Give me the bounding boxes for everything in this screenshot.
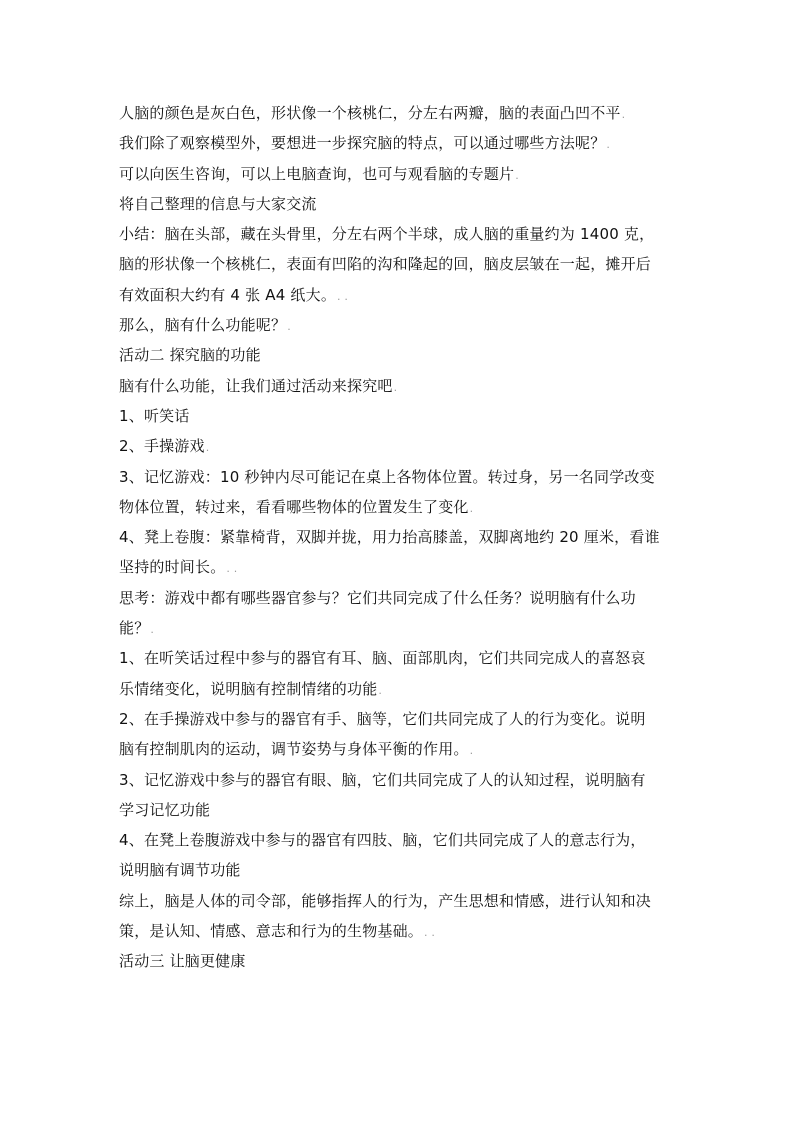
line-text: 脑有什么功能，让我们通过活动来探究吧 xyxy=(119,376,393,395)
text-line xyxy=(119,916,679,946)
paragraph-mark: . . xyxy=(337,289,349,303)
line-text: 思考：游戏中都有哪些器官参与？它们共同完成了什么任务？说明脑有什么功 xyxy=(119,588,636,607)
paragraph-mark: . xyxy=(287,320,291,334)
line-text: 小结：脑在头部，藏在头骨里，分左右两个半球，成人脑的重量约为 1400 克， xyxy=(119,225,655,244)
text-line xyxy=(119,340,679,370)
text-line xyxy=(119,219,679,249)
text-line xyxy=(119,643,679,673)
line-text: 说明脑有调节功能 xyxy=(119,861,241,880)
text-line xyxy=(119,552,679,582)
paragraph-mark: . xyxy=(469,501,474,515)
text-line xyxy=(119,159,679,189)
text-line xyxy=(119,280,679,310)
line-text: 2、在手操游戏中参与的器官有手、脑等，它们共同完成了人的行为变化。说明 xyxy=(119,709,646,728)
line-text: 2、手操游戏 xyxy=(119,437,205,456)
line-text: 坚持的时间长。 xyxy=(119,558,226,577)
text-line xyxy=(119,310,679,340)
text-line xyxy=(119,583,679,613)
line-text: 学习记忆功能 xyxy=(119,800,211,819)
text-line xyxy=(119,462,679,492)
paragraph-mark: . xyxy=(378,683,383,697)
line-text: 策，是认知、情感、意志和行为的生物基础。 xyxy=(119,922,424,941)
text-line xyxy=(119,371,679,401)
text-line xyxy=(119,522,679,552)
line-text: 活动三 让脑更健康 xyxy=(119,952,246,971)
line-text: 活动二 探究脑的功能 xyxy=(119,346,261,365)
line-text: 乐情绪变化，说明脑有控制情绪的功能 xyxy=(119,679,378,698)
text-line xyxy=(119,795,679,825)
text-line xyxy=(119,946,679,976)
paragraph-mark: . xyxy=(515,168,519,182)
paragraph-mark: . xyxy=(469,744,474,758)
line-text: 脑有控制肌肉的运动，调节姿势与身体平衡的作用。 xyxy=(119,740,469,759)
line-text: 1、听笑话 xyxy=(119,406,190,425)
line-text: 可以向医生咨询，可以上电脑查询，也可与观看脑的专题片 xyxy=(119,164,515,183)
line-text: 3、记忆游戏中参与的器官有眼、脑，它们共同完成了人的认知过程，说明脑有 xyxy=(119,770,646,789)
text-line xyxy=(119,128,679,158)
text-line xyxy=(119,189,679,219)
text-line xyxy=(119,674,679,704)
paragraph-mark: . . xyxy=(424,926,436,940)
paragraph-mark: . xyxy=(205,441,210,455)
paragraph-mark: . xyxy=(606,138,611,152)
text-line xyxy=(119,401,679,431)
paragraph-mark: . . xyxy=(226,562,238,576)
text-line xyxy=(119,825,679,855)
line-text: 脑的形状像一个核桃仁，表面有凹陷的沟和隆起的回，脑皮层皱在一起，摊开后 xyxy=(119,255,652,274)
line-text: 物体位置，转过来，看看哪些物体的位置发生了变化 xyxy=(119,497,469,516)
text-line xyxy=(119,765,679,795)
line-text: 4、在凳上卷腹游戏中参与的器官有四肢、脑，它们共同完成了人的意志行为， xyxy=(119,831,646,850)
line-text: 4、凳上卷腹：紧靠椅背，双脚并拢，用力抬高膝盖，双脚离地约 20 厘米，看谁 xyxy=(119,528,660,547)
line-text: 将自己整理的信息与大家交流 xyxy=(119,194,317,213)
paragraph-mark: . xyxy=(393,380,398,394)
document-body xyxy=(119,98,679,977)
text-line xyxy=(119,98,679,128)
line-text: 我们除了观察模型外，要想进一步探究脑的特点，可以通过哪些方法呢？ xyxy=(119,134,606,153)
text-line xyxy=(119,886,679,916)
line-text: 人脑的颜色是灰白色，形状像一个核桃仁，分左右两瓣，脑的表面凸凹不平 xyxy=(119,104,621,122)
text-line xyxy=(119,492,679,522)
text-line xyxy=(119,431,679,461)
text-line xyxy=(119,855,679,885)
text-line xyxy=(119,249,679,279)
line-text: 有效面积大约有 4 张 A4 纸大。 xyxy=(119,285,337,304)
text-line xyxy=(119,734,679,764)
line-text: 综上，脑是人体的司令部，能够指挥人的行为，产生思想和情感，进行认知和决 xyxy=(119,891,652,910)
text-line xyxy=(119,704,679,734)
line-text: 1、在听笑话过程中参与的器官有耳、脑、面部肌肉，它们共同完成人的喜怒哀 xyxy=(119,649,646,668)
paragraph-mark: . xyxy=(621,108,626,121)
text-line xyxy=(119,613,679,643)
line-text: 那么，脑有什么功能呢？ xyxy=(119,316,287,335)
line-text: 3、记忆游戏：10 秒钟内尽可能记在桌上各物体位置。转过身，另一名同学改变 xyxy=(119,467,655,486)
line-text: 能？ xyxy=(119,619,150,638)
paragraph-mark: . xyxy=(150,623,155,637)
